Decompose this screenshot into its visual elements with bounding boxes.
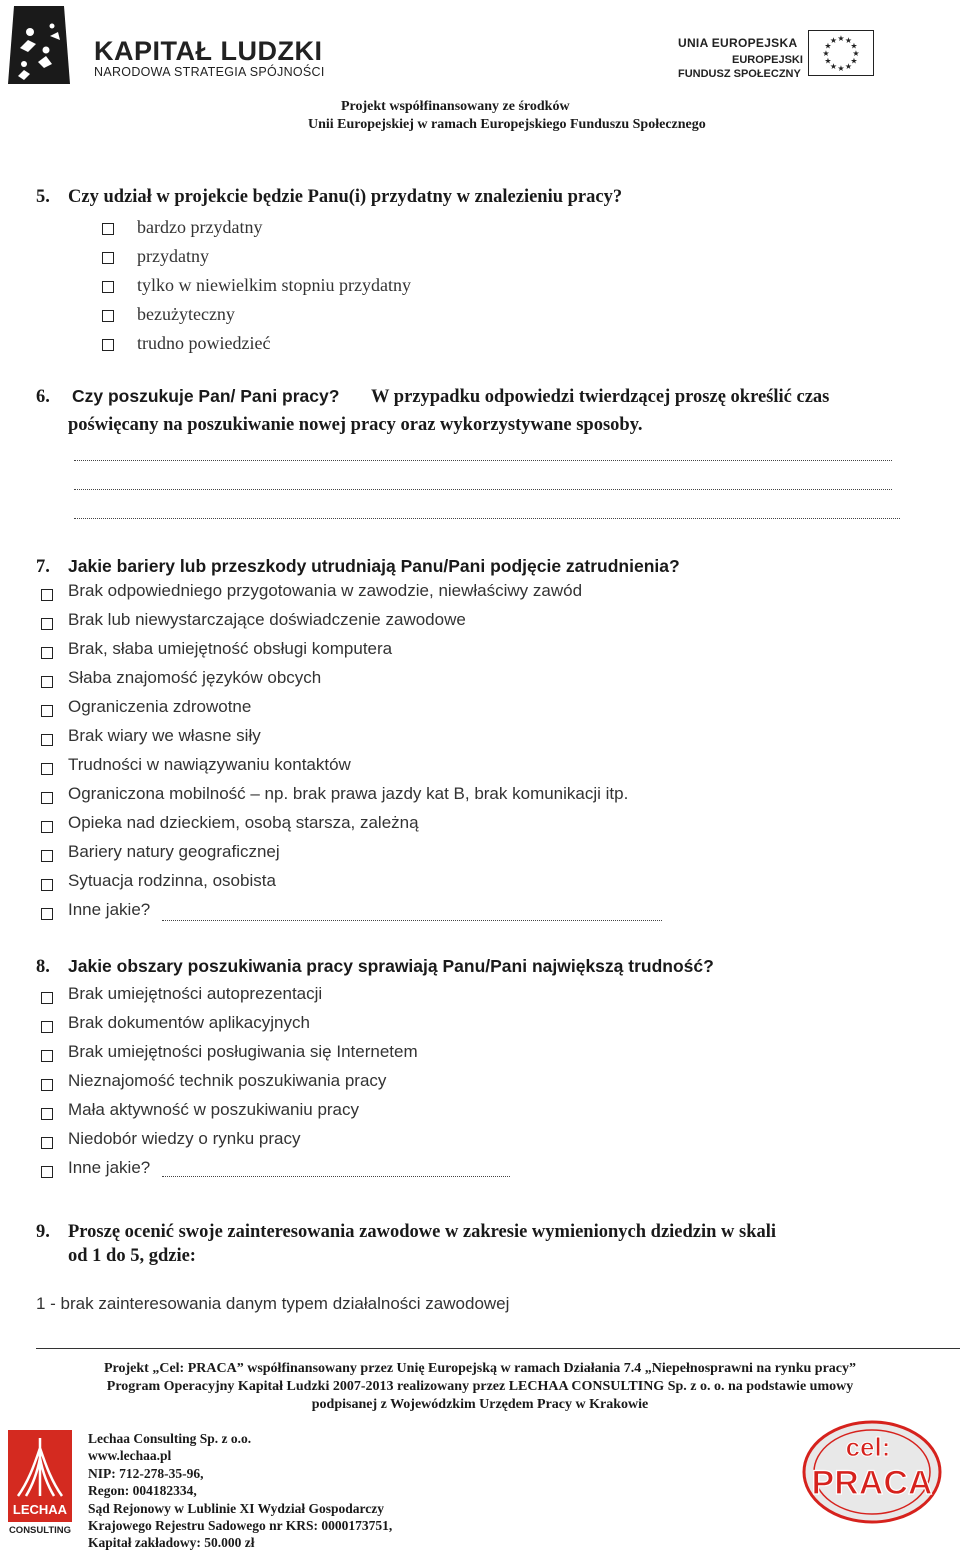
q8-option-label: Brak umiejętności posługiwania się Internetem <box>68 1042 418 1061</box>
q7-checkbox[interactable] <box>41 734 53 746</box>
q5-option-label: bezużyteczny <box>137 304 235 324</box>
q7-checkbox[interactable] <box>41 879 53 891</box>
kapital-ludzki-logo <box>6 4 72 86</box>
q6-question-line2: poświęcany na poszukiwanie nowej pracy oraz wykorzystywane sposoby. <box>68 415 643 435</box>
q7-option-label: Ograniczona mobilność – np. brak prawa jazdy kat B, brak komunikacji itp. <box>68 784 629 803</box>
cofinancing-line2: Unii Europejskiej w ramach Europejskiego Funduszu Społecznego <box>308 117 706 132</box>
company-info-line: Krajowego Rejestru Sadowego nr KRS: 0000173751, <box>88 1518 393 1533</box>
q8-checkbox[interactable] <box>41 1021 53 1033</box>
company-info-line: Regon: 004182334, <box>88 1483 197 1499</box>
eu-star-icon: ★ <box>829 36 838 46</box>
q8-option-label: Niedobór wiedzy o rynku pracy <box>68 1129 301 1148</box>
q7-option-label: Trudności w nawiązywaniu kontaktów <box>68 755 351 774</box>
eu-star-icon: ★ <box>844 36 853 46</box>
q5-option-label: bardzo przydatny <box>137 217 263 237</box>
q8-option-label: Nieznajomość technik poszukiwania pracy <box>68 1071 387 1090</box>
q5-question: Czy udział w projekcie będzie Panu(i) przydatny w znalezieniu pracy? <box>68 187 623 207</box>
eu-star-icon: ★ <box>850 56 858 66</box>
company-info-line: www.lechaa.pl <box>88 1448 172 1464</box>
footer-line2: Program Operacyjny Kapitał Ludzki 2007-2013 realizowany przez LECHAA CONSULTING Sp. z o. o. na podstawie umowy <box>106 1379 854 1394</box>
q6-answer-line-3[interactable] <box>74 518 900 519</box>
q7-option-label: Inne jakie? <box>68 900 151 919</box>
q8-checkbox[interactable] <box>41 1166 53 1178</box>
kapital-ludzki-subtitle: NARODOWA STRATEGIA SPÓJNOŚCI <box>94 65 325 79</box>
q7-checkbox[interactable] <box>41 618 53 630</box>
q7-checkbox[interactable] <box>41 647 53 659</box>
q8-checkbox[interactable] <box>41 1079 53 1091</box>
q8-other-line[interactable] <box>162 1176 510 1177</box>
q7-option-label: Brak wiary we własne siły <box>68 726 261 745</box>
q7-question: Jakie bariery lub przeszkody utrudniają Panu/Pani podjęcie zatrudnienia? <box>68 556 680 576</box>
q5-checkbox[interactable] <box>102 223 114 235</box>
q8-checkbox[interactable] <box>41 1050 53 1062</box>
eu-star-icon: ★ <box>844 61 853 71</box>
q9-question-line1: Proszę ocenić swoje zainteresowania zawodowe w zakresie wymienionych dziedzin w skali <box>68 1222 777 1242</box>
q7-checkbox[interactable] <box>41 908 53 920</box>
eu-star-icon: ★ <box>824 56 832 66</box>
eu-line1: UNIA EUROPEJSKA <box>678 36 798 50</box>
q8-question: Jakie obszary poszukiwania pracy sprawiają Panu/Pani największą trudność? <box>68 956 714 976</box>
q7-option-label: Sytuacja rodzinna, osobista <box>68 871 276 890</box>
lechaa-logo-text: LECHAA <box>12 1502 68 1517</box>
q7-checkbox[interactable] <box>41 676 53 688</box>
q9-number: 9. <box>36 1222 50 1242</box>
q7-option-label: Brak lub niewystarczające doświadczenie zawodowe <box>68 610 466 629</box>
footer-line3: podpisanej z Wojewódzkim Urzędem Pracy w Krakowie <box>311 1397 649 1412</box>
eu-star-icon: ★ <box>850 41 858 51</box>
q7-checkbox[interactable] <box>41 705 53 717</box>
q6-question-a: Czy poszukuje Pan/ Pani pracy? <box>72 386 340 406</box>
lechaa-logo-subtext: CONSULTING <box>8 1525 72 1536</box>
company-info-line: Lechaa Consulting Sp. z o.o. <box>88 1431 252 1446</box>
q7-checkbox[interactable] <box>41 850 53 862</box>
q5-option-label: trudno powiedzieć <box>137 333 271 353</box>
q7-option-label: Bariery natury geograficznej <box>68 842 280 861</box>
q6-question-b: W przypadku odpowiedzi twierdzącej proszę określić czas <box>371 387 830 407</box>
q7-checkbox[interactable] <box>41 792 53 804</box>
q7-checkbox[interactable] <box>41 763 53 775</box>
q6-answer-line-2[interactable] <box>74 489 892 490</box>
q5-option-label: przydatny <box>137 246 209 266</box>
eu-star-icon: ★ <box>824 41 832 51</box>
eu-flag-icon <box>808 30 874 76</box>
q5-checkbox[interactable] <box>102 339 114 351</box>
q8-option-label: Mała aktywność w poszukiwaniu pracy <box>68 1100 360 1119</box>
lechaa-logo <box>8 1430 72 1538</box>
footer-line1: Projekt „Cel: PRACA” współfinansowany przez Unię Europejską w ramach Działania 7.4 „Niepełnosprawni na rynku pracy” <box>104 1361 856 1376</box>
q7-option-label: Brak, słaba umiejętność obsługi komputera <box>68 639 393 658</box>
kapital-ludzki-title: KAPITAŁ LUDZKI <box>94 36 323 66</box>
q5-option-label: tylko w niewielkim stopniu przydatny <box>137 275 411 295</box>
eu-line2: EUROPEJSKI <box>732 54 803 66</box>
q7-option-label: Ograniczenia zdrowotne <box>68 697 252 716</box>
q9-scale-1: 1 - brak zainteresowania danym typem działalności zawodowej <box>36 1294 510 1313</box>
eu-line3: FUNDUSZ SPOŁECZNY <box>678 68 801 80</box>
q8-option-label: Brak umiejętności autoprezentacji <box>68 984 323 1003</box>
q7-other-line[interactable] <box>162 920 662 921</box>
cel-logo-text2: PRACA <box>811 1464 933 1502</box>
q7-option-label: Brak odpowiedniego przygotowania w zawodzie, niewłaściwy zawód <box>68 581 583 600</box>
q6-answer-line-1[interactable] <box>74 460 892 461</box>
company-info-line: Sąd Rejonowy w Lublinie XI Wydział Gospodarczy <box>88 1500 385 1516</box>
eu-star-icon: ★ <box>822 49 830 58</box>
eu-star-icon: ★ <box>829 61 838 71</box>
q6-number: 6. <box>36 387 50 407</box>
q7-option-label: Słaba znajomość języków obcych <box>68 668 322 687</box>
q9-question-line2: od 1 do 5, gdzie: <box>68 1246 196 1266</box>
cel-praca-logo <box>798 1414 946 1526</box>
q5-number: 5. <box>36 187 50 207</box>
q5-checkbox[interactable] <box>102 281 114 293</box>
q8-option-label: Brak dokumentów aplikacyjnych <box>68 1013 310 1032</box>
footer-divider <box>36 1348 960 1349</box>
q5-checkbox[interactable] <box>102 310 114 322</box>
eu-star-icon: ★ <box>852 49 860 58</box>
q8-checkbox[interactable] <box>41 1137 53 1149</box>
q8-option-label: Inne jakie? <box>68 1158 151 1177</box>
cofinancing-note <box>0 98 960 134</box>
cel-logo-text1: cel: <box>845 1432 891 1462</box>
q5-checkbox[interactable] <box>102 252 114 264</box>
company-info-line: Kapitał zakładowy: 50.000 zł <box>88 1535 255 1551</box>
q8-number: 8. <box>36 957 50 977</box>
q7-checkbox[interactable] <box>41 821 53 833</box>
eu-star-icon: ★ <box>837 64 845 73</box>
q8-checkbox[interactable] <box>41 992 53 1004</box>
q7-checkbox[interactable] <box>41 589 53 601</box>
q7-number: 7. <box>36 557 50 577</box>
q8-checkbox[interactable] <box>41 1108 53 1120</box>
company-info-line: NIP: 712-278-35-96, <box>88 1465 204 1481</box>
eu-fund-label <box>678 36 803 80</box>
q7-option-label: Opieka nad dzieckiem, osobą starsza, zależną <box>68 813 419 832</box>
cofinancing-line1: Projekt współfinansowany ze środków <box>341 99 570 114</box>
eu-star-icon: ★ <box>837 34 845 43</box>
